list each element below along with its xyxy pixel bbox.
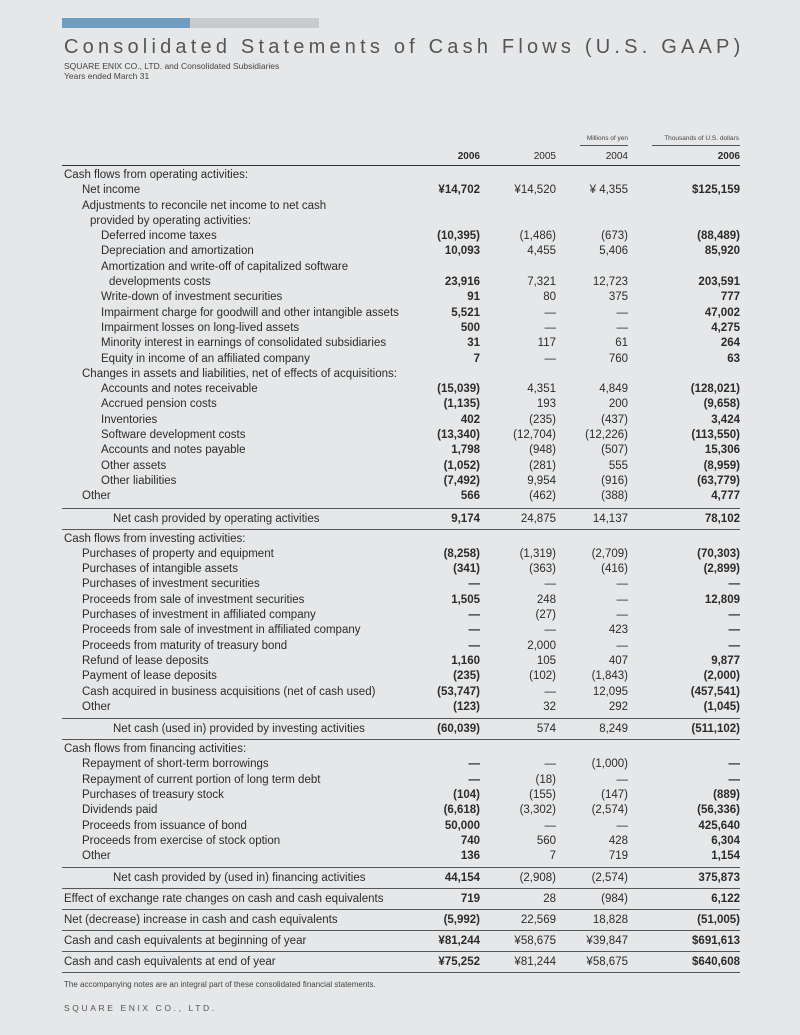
- cell-col-3: 9,877: [711, 654, 740, 667]
- row-label: Inventories: [101, 413, 158, 426]
- row-label: Proceeds from sale of investment in affiliated company: [82, 624, 361, 637]
- row-label: Deferred income taxes: [101, 230, 217, 243]
- section-header-row: [62, 168, 740, 183]
- cell-col-3: 264: [720, 337, 740, 350]
- cell-col-3: (56,336): [697, 804, 740, 817]
- cell-col-3: 85,920: [704, 245, 740, 258]
- cell-col-3: (511,102): [691, 723, 740, 736]
- cell-col-0: 7: [473, 352, 480, 365]
- subtotal-row: [62, 867, 740, 889]
- cell-col-0: ¥81,244: [438, 935, 480, 948]
- cell-col-1: 28: [543, 893, 556, 906]
- cell-col-0: —: [468, 758, 480, 771]
- cell-col-2: (1,843): [591, 670, 628, 683]
- cell-col-3: 777: [720, 291, 740, 304]
- table-row: [62, 199, 740, 214]
- cell-col-2: ¥ 4,355: [589, 184, 628, 197]
- row-label: Purchases of investment securities: [82, 578, 260, 591]
- cell-col-2: 760: [608, 352, 628, 365]
- cell-col-2: 555: [608, 459, 628, 472]
- row-label: Net income: [82, 184, 141, 197]
- row-label: Net cash provided by operating activities: [113, 512, 320, 525]
- cell-col-3: (113,550): [691, 429, 740, 442]
- cell-col-2: 61: [615, 337, 628, 350]
- cell-col-3: 1,154: [711, 850, 740, 863]
- cell-col-3: (88,489): [697, 230, 740, 243]
- cell-col-0: ¥75,252: [438, 956, 480, 969]
- cell-col-1: 7: [549, 850, 556, 863]
- cell-col-3: (457,541): [690, 685, 740, 698]
- cell-col-0: —: [468, 624, 480, 637]
- cell-col-2: —: [616, 306, 628, 319]
- section-header-row: [62, 532, 740, 547]
- period-subtitle: Years ended March 31: [64, 71, 150, 81]
- row-label: Cash acquired in business acquisitions (net of cash used): [82, 685, 376, 698]
- table-row: [62, 685, 740, 700]
- unit-usd-label: Thousands of U.S. dollars: [664, 135, 739, 142]
- table-row: [62, 428, 740, 443]
- cell-col-0: (60,039): [437, 723, 480, 736]
- cell-col-3: —: [728, 639, 740, 652]
- cell-col-2: 428: [608, 834, 628, 847]
- cell-col-3: (2,000): [703, 670, 740, 683]
- cell-col-2: 8,249: [599, 723, 628, 736]
- table-row: [62, 459, 740, 474]
- cell-col-1: (155): [529, 788, 556, 801]
- cell-col-1: (2,908): [519, 872, 556, 885]
- row-label: Proceeds from maturity of treasury bond: [82, 639, 288, 652]
- cell-col-2: 423: [608, 624, 628, 637]
- row-label: Accounts and notes payable: [101, 444, 246, 457]
- cell-col-2: 4,849: [599, 383, 628, 396]
- row-label: Purchases of property and equipment: [82, 547, 274, 560]
- row-label: Dividends paid: [82, 804, 158, 817]
- cell-col-2: 719: [608, 850, 628, 863]
- cell-col-1: (102): [529, 670, 556, 683]
- cell-col-2: 18,828: [592, 914, 628, 927]
- cell-col-0: 31: [467, 337, 480, 350]
- cell-col-3: —: [728, 773, 740, 786]
- year-header-2004: 2004: [605, 151, 628, 162]
- cell-col-0: 5,521: [451, 306, 480, 319]
- table-row: [62, 352, 740, 367]
- cell-col-0: 566: [460, 490, 480, 503]
- row-label: Adjustments to reconcile net income to net cash: [82, 199, 327, 212]
- cell-col-3: 203,591: [698, 276, 740, 289]
- table-row: [62, 336, 740, 351]
- cell-col-1: —: [544, 306, 556, 319]
- row-label: Impairment losses on long-lived assets: [101, 321, 300, 334]
- table-row: [62, 290, 740, 305]
- cell-col-3: —: [728, 578, 740, 591]
- table-row: [62, 577, 740, 592]
- row-label: Other liabilities: [101, 474, 177, 487]
- row-label: Other: [82, 850, 111, 863]
- cell-col-2: —: [616, 773, 628, 786]
- cell-col-1: 80: [543, 291, 556, 304]
- cell-col-1: (281): [529, 459, 556, 472]
- cell-col-0: —: [468, 609, 480, 622]
- cell-col-1: —: [544, 352, 556, 365]
- cell-col-1: (363): [529, 563, 556, 576]
- cell-col-0: 1,160: [451, 654, 480, 667]
- cell-col-2: (916): [601, 474, 628, 487]
- cell-col-1: 9,954: [527, 474, 556, 487]
- table-row: [62, 489, 740, 504]
- table-row: [62, 443, 740, 458]
- row-label: Purchases of treasury stock: [82, 788, 224, 801]
- cell-col-3: (1,045): [703, 700, 740, 713]
- cell-col-2: 12,723: [592, 276, 628, 289]
- table-row: [62, 321, 740, 336]
- row-label: Repayment of short-term borrowings: [82, 758, 269, 771]
- cell-col-1: —: [544, 578, 556, 591]
- cell-col-2: (2,574): [591, 804, 628, 817]
- cell-col-2: (2,709): [591, 547, 628, 560]
- cell-col-3: (2,899): [703, 563, 740, 576]
- cell-col-3: (8,959): [703, 459, 740, 472]
- row-label: Proceeds from exercise of stock option: [82, 834, 281, 847]
- row-label: Changes in assets and liabilities, net of effects of acquisitions:: [82, 367, 397, 380]
- cell-col-1: (948): [529, 444, 556, 457]
- cell-col-0: (235): [453, 670, 480, 683]
- row-label: Cash flows from operating activities:: [64, 169, 249, 181]
- table-row: [62, 183, 740, 198]
- subtotal-row: [62, 508, 740, 530]
- row-label: Write-down of investment securities: [101, 291, 283, 304]
- subtotal-row: [62, 718, 740, 740]
- cell-col-2: —: [616, 578, 628, 591]
- cell-col-0: 500: [460, 321, 480, 334]
- cell-col-3: 4,777: [711, 490, 740, 503]
- cell-col-3: (63,779): [697, 474, 740, 487]
- cell-col-3: $125,159: [692, 184, 740, 197]
- cell-col-1: ¥58,675: [514, 935, 556, 948]
- cell-col-1: 7,321: [527, 276, 556, 289]
- cell-col-0: (341): [453, 563, 480, 576]
- cell-col-2: (984): [601, 893, 628, 906]
- table-row: [62, 819, 740, 834]
- cell-col-2: 407: [608, 654, 628, 667]
- row-label: Proceeds from issuance of bond: [82, 819, 247, 832]
- cell-col-1: 4,351: [527, 383, 556, 396]
- cell-col-0: (1,052): [443, 459, 480, 472]
- row-label: Purchases of intangible assets: [82, 563, 238, 576]
- cell-col-1: 22,569: [520, 914, 556, 927]
- cell-col-0: (104): [453, 788, 480, 801]
- summary-row: [62, 910, 740, 931]
- table-row: [62, 788, 740, 803]
- cash-flow-table: [62, 166, 740, 973]
- table-row: [62, 229, 740, 244]
- cell-col-0: 719: [460, 893, 480, 906]
- table-row: [62, 397, 740, 412]
- row-label: Accounts and notes receivable: [101, 383, 258, 396]
- cell-col-0: (5,992): [443, 914, 480, 927]
- cell-col-0: (123): [453, 700, 480, 713]
- cell-col-2: ¥58,675: [586, 956, 628, 969]
- row-label: Software development costs: [101, 429, 246, 442]
- year-header-2005: 2005: [533, 151, 556, 162]
- row-label: Depreciation and amortization: [101, 245, 254, 258]
- cell-col-2: (147): [601, 788, 628, 801]
- cell-col-2: (416): [601, 563, 628, 576]
- cell-col-3: $640,608: [692, 956, 740, 969]
- table-row: [62, 275, 740, 290]
- cell-col-0: 1,798: [451, 444, 480, 457]
- row-label: Proceeds from sale of investment securities: [82, 593, 305, 606]
- cell-col-0: 50,000: [444, 819, 480, 832]
- cell-col-3: (70,303): [697, 547, 740, 560]
- cell-col-0: (10,395): [437, 230, 480, 243]
- cell-col-0: 402: [460, 413, 480, 426]
- year-header-2006: 2006: [457, 151, 480, 162]
- company-subtitle: SQUARE ENIX CO., LTD. and Consolidated Subsidiaries: [64, 61, 280, 71]
- cell-col-3: 375,873: [698, 872, 740, 885]
- cell-col-1: 24,875: [520, 512, 556, 525]
- row-label: Accrued pension costs: [101, 398, 217, 411]
- cell-col-2: 5,406: [599, 245, 628, 258]
- cell-col-2: —: [616, 593, 628, 606]
- cell-col-0: (7,492): [443, 474, 480, 487]
- cell-col-1: 32: [543, 700, 556, 713]
- cell-col-1: —: [544, 321, 556, 334]
- table-row: [62, 669, 740, 684]
- row-label: Cash and cash equivalents at end of year: [64, 956, 276, 969]
- summary-row: [62, 889, 740, 910]
- row-label: Equity in income of an affiliated company: [101, 352, 310, 365]
- cell-col-0: 9,174: [451, 512, 480, 525]
- table-row: [62, 547, 740, 562]
- cell-col-1: (27): [535, 609, 556, 622]
- row-label: Net cash provided by (used in) financing activities: [113, 872, 366, 885]
- cell-col-0: (8,258): [443, 547, 480, 560]
- cell-col-2: —: [616, 609, 628, 622]
- cell-col-3: 3,424: [711, 413, 740, 426]
- cell-col-2: 200: [608, 398, 628, 411]
- table-row: [62, 382, 740, 397]
- cell-col-0: 23,916: [444, 276, 480, 289]
- cell-col-0: 91: [467, 291, 480, 304]
- row-label: Cash flows from investing activities:: [64, 532, 246, 545]
- cell-col-1: (1,319): [519, 547, 556, 560]
- cell-col-2: 292: [608, 700, 628, 713]
- cell-col-2: (12,226): [585, 429, 628, 442]
- cell-col-1: (1,486): [519, 230, 556, 243]
- cell-col-0: 136: [460, 850, 480, 863]
- cell-col-1: 117: [537, 337, 556, 350]
- table-row: [62, 623, 740, 638]
- row-label: provided by operating activities:: [90, 214, 252, 227]
- cell-col-0: 1,505: [451, 593, 480, 606]
- cell-col-0: ¥14,702: [438, 184, 480, 197]
- cell-col-2: 375: [608, 291, 628, 304]
- cell-col-3: 6,122: [711, 893, 740, 906]
- cell-col-3: (128,021): [690, 383, 740, 396]
- page-title: Consolidated Statements of Cash Flows (U.S. GAAP): [64, 36, 745, 58]
- cell-col-3: (51,005): [697, 914, 740, 927]
- footnote: The accompanying notes are an integral part of these consolidated financial statements.: [64, 980, 376, 989]
- table-row: [62, 214, 740, 229]
- table-row: [62, 639, 740, 654]
- table-row: [62, 757, 740, 772]
- cell-col-3: 6,304: [711, 834, 740, 847]
- cell-col-0: (15,039): [437, 383, 480, 396]
- table-row: [62, 562, 740, 577]
- cell-col-3: —: [728, 758, 740, 771]
- cell-col-2: (437): [601, 413, 628, 426]
- row-label: Other: [82, 700, 111, 713]
- section-header-row: [62, 742, 740, 757]
- table-row: [62, 803, 740, 818]
- cell-col-1: 2,000: [527, 639, 556, 652]
- cell-col-3: 78,102: [704, 512, 740, 525]
- cell-col-2: 14,137: [592, 512, 628, 525]
- cell-col-3: 15,306: [704, 444, 740, 457]
- row-label: Cash and cash equivalents at beginning of year: [64, 935, 307, 948]
- row-label: Effect of exchange rate changes on cash and cash equivalents: [64, 893, 384, 906]
- table-row: [62, 474, 740, 489]
- row-label: Purchases of investment in affiliated company: [82, 609, 316, 622]
- row-label: Amortization and write-off of capitalized software: [101, 260, 349, 273]
- cell-col-1: —: [544, 624, 556, 637]
- cell-col-0: (6,618): [443, 804, 480, 817]
- row-label: Net (decrease) increase in cash and cash equivalents: [64, 914, 338, 927]
- row-label: Impairment charge for goodwill and other intangible assets: [101, 306, 399, 319]
- cell-col-2: —: [616, 321, 628, 334]
- row-label: Other: [82, 490, 111, 503]
- table-row: [62, 849, 740, 864]
- year-header-2006-usd: 2006: [717, 151, 740, 162]
- table-row: [62, 773, 740, 788]
- cell-col-2: (673): [601, 230, 628, 243]
- cell-col-3: 425,640: [698, 819, 740, 832]
- cell-col-0: —: [468, 639, 480, 652]
- row-label: developments costs: [109, 276, 211, 289]
- table-row: [62, 654, 740, 669]
- cell-col-0: (53,747): [437, 685, 480, 698]
- cell-col-2: (2,574): [591, 872, 628, 885]
- table-row: [62, 834, 740, 849]
- cell-col-0: —: [468, 578, 480, 591]
- cell-col-1: 193: [536, 398, 556, 411]
- row-label: Net cash (used in) provided by investing activities: [113, 723, 365, 736]
- cell-col-1: 560: [536, 834, 556, 847]
- unit-yen-label: Millions of yen: [586, 135, 628, 142]
- summary-row: [62, 931, 740, 952]
- cell-col-1: (18): [535, 773, 556, 786]
- progress-bar-fill: [62, 18, 190, 28]
- cell-col-1: —: [544, 685, 556, 698]
- cell-col-1: —: [544, 819, 556, 832]
- cell-col-0: 740: [460, 834, 480, 847]
- table-row: [62, 593, 740, 608]
- progress-bar: [62, 18, 319, 28]
- cell-col-3: (9,658): [703, 398, 740, 411]
- cell-col-0: 10,093: [444, 245, 480, 258]
- cell-col-1: ¥14,520: [514, 184, 556, 197]
- row-label: Cash flows from financing activities:: [64, 743, 247, 756]
- cell-col-3: 4,275: [711, 321, 740, 334]
- cell-col-0: (13,340): [437, 429, 480, 442]
- cell-col-1: (462): [529, 490, 556, 503]
- row-label: Refund of lease deposits: [82, 654, 209, 667]
- unit-usd-rule: [652, 145, 740, 146]
- cell-col-3: 47,002: [704, 306, 740, 319]
- cell-col-0: (1,135): [443, 398, 480, 411]
- table-row: [62, 260, 740, 275]
- cell-col-3: 63: [727, 352, 740, 365]
- cell-col-3: —: [728, 609, 740, 622]
- row-label: Other assets: [101, 459, 167, 472]
- cell-col-1: 248: [536, 593, 556, 606]
- table-row: [62, 413, 740, 428]
- table-row: [62, 367, 740, 382]
- cell-col-3: (889): [713, 788, 740, 801]
- cell-col-2: (388): [601, 490, 628, 503]
- cell-col-3: —: [728, 624, 740, 637]
- cell-col-2: ¥39,847: [586, 935, 628, 948]
- cell-col-2: (507): [601, 444, 628, 457]
- table-row: [62, 700, 740, 715]
- row-label: Payment of lease deposits: [82, 670, 217, 683]
- cell-col-3: $691,613: [692, 935, 740, 948]
- row-label: Repayment of current portion of long term debt: [82, 773, 321, 786]
- cell-col-3: 12,809: [704, 593, 740, 606]
- cell-col-1: (235): [529, 413, 556, 426]
- unit-yen-rule: [580, 145, 628, 146]
- cell-col-0: —: [468, 773, 480, 786]
- cell-col-2: (1,000): [591, 758, 628, 771]
- row-label: Minority interest in earnings of consolidated subsidiaries: [101, 337, 387, 350]
- cell-col-1: 574: [536, 723, 556, 736]
- cell-col-2: 12,095: [592, 685, 628, 698]
- cell-col-1: (3,302): [519, 804, 556, 817]
- cell-col-1: 4,455: [527, 245, 556, 258]
- cell-col-0: 44,154: [444, 872, 480, 885]
- cell-col-1: ¥81,244: [514, 956, 556, 969]
- footer-company: SQUARE ENIX CO., LTD.: [64, 1003, 217, 1013]
- cell-col-2: —: [616, 639, 628, 652]
- cell-col-2: —: [616, 819, 628, 832]
- cell-col-1: 105: [536, 654, 556, 667]
- cell-col-1: (12,704): [513, 429, 556, 442]
- cell-col-1: —: [544, 758, 556, 771]
- table-row: [62, 306, 740, 321]
- table-row: [62, 608, 740, 623]
- table-row: [62, 244, 740, 259]
- summary-row: [62, 952, 740, 973]
